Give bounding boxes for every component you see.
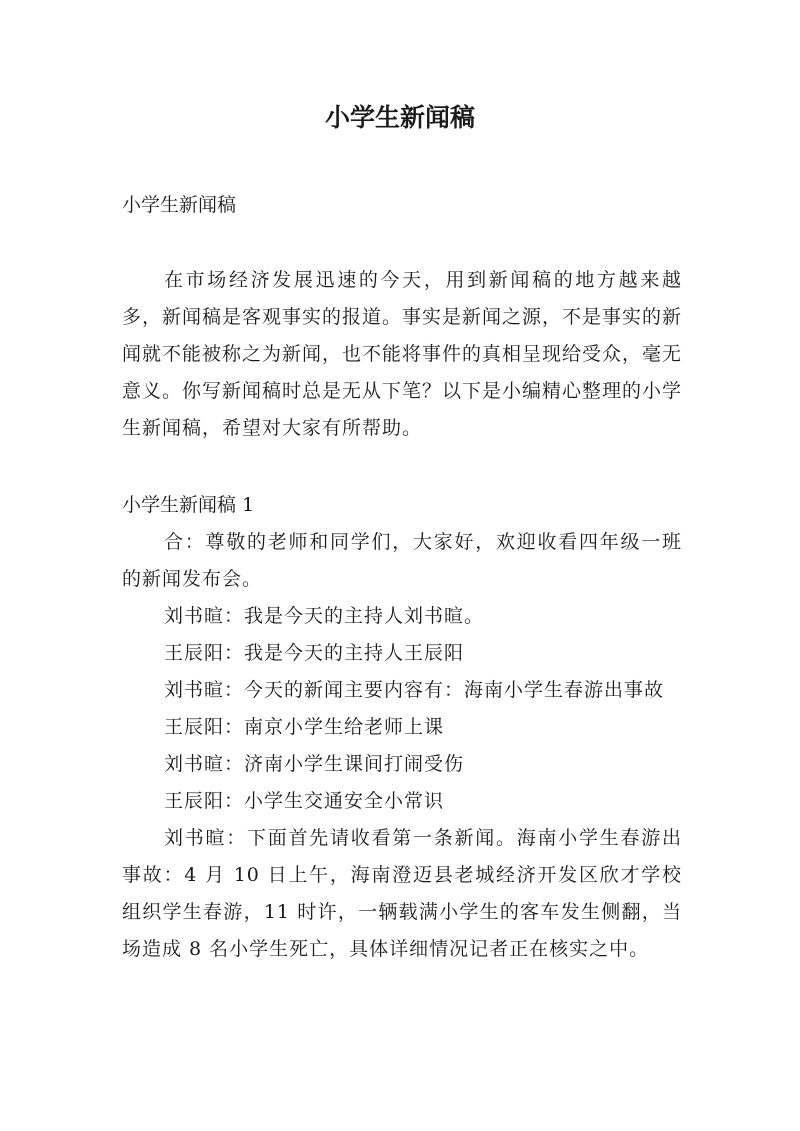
document-subtitle: 小学生新闻稿 xyxy=(122,194,237,216)
script-line: 合：尊敬的老师和同学们，大家好，欢迎收看四年级一班的新闻发布会。 xyxy=(122,531,682,590)
script-line: 刘书暄：下面首先请收看第一条新闻。海南小学生春游出事故：4 月 10 日上午，海南澄迈县老城经济开发区欣才学校组织学生春游，11 时许，一辆载满小学生的客车发生侧翻，当场造成 8 名小学生死亡，具体详细情况记者正在核实之中。 xyxy=(122,827,682,960)
document-title: 小学生新闻稿 xyxy=(324,103,475,132)
news-script-body xyxy=(122,524,682,968)
script-line: 刘书暄：济南小学生课间打闹受伤 xyxy=(164,753,465,775)
script-line: 刘书暄：今天的新闻主要内容有：海南小学生春游出事故 xyxy=(164,679,665,701)
script-line: 王辰阳：南京小学生给老师上课 xyxy=(164,716,445,738)
intro-paragraph: 在市场经济发展迅速的今天，用到新闻稿的地方越来越多，新闻稿是客观事实的报道。事实是新闻之源，不是事实的新闻就不能被称之为新闻，也不能将事件的真相呈现给受众，毫无意义。你写新闻稿时总是无从下笔？以下是小编精心整理的小学生新闻稿，希望对大家有所帮助。 xyxy=(122,269,683,439)
script-line: 王辰阳：我是今天的主持人王辰阳 xyxy=(164,642,465,664)
section-heading: 小学生新闻稿 1 xyxy=(122,494,255,516)
script-line: 刘书暄：我是今天的主持人刘书暄。 xyxy=(164,605,485,627)
script-line: 王辰阳：小学生交通安全小常识 xyxy=(164,790,445,812)
